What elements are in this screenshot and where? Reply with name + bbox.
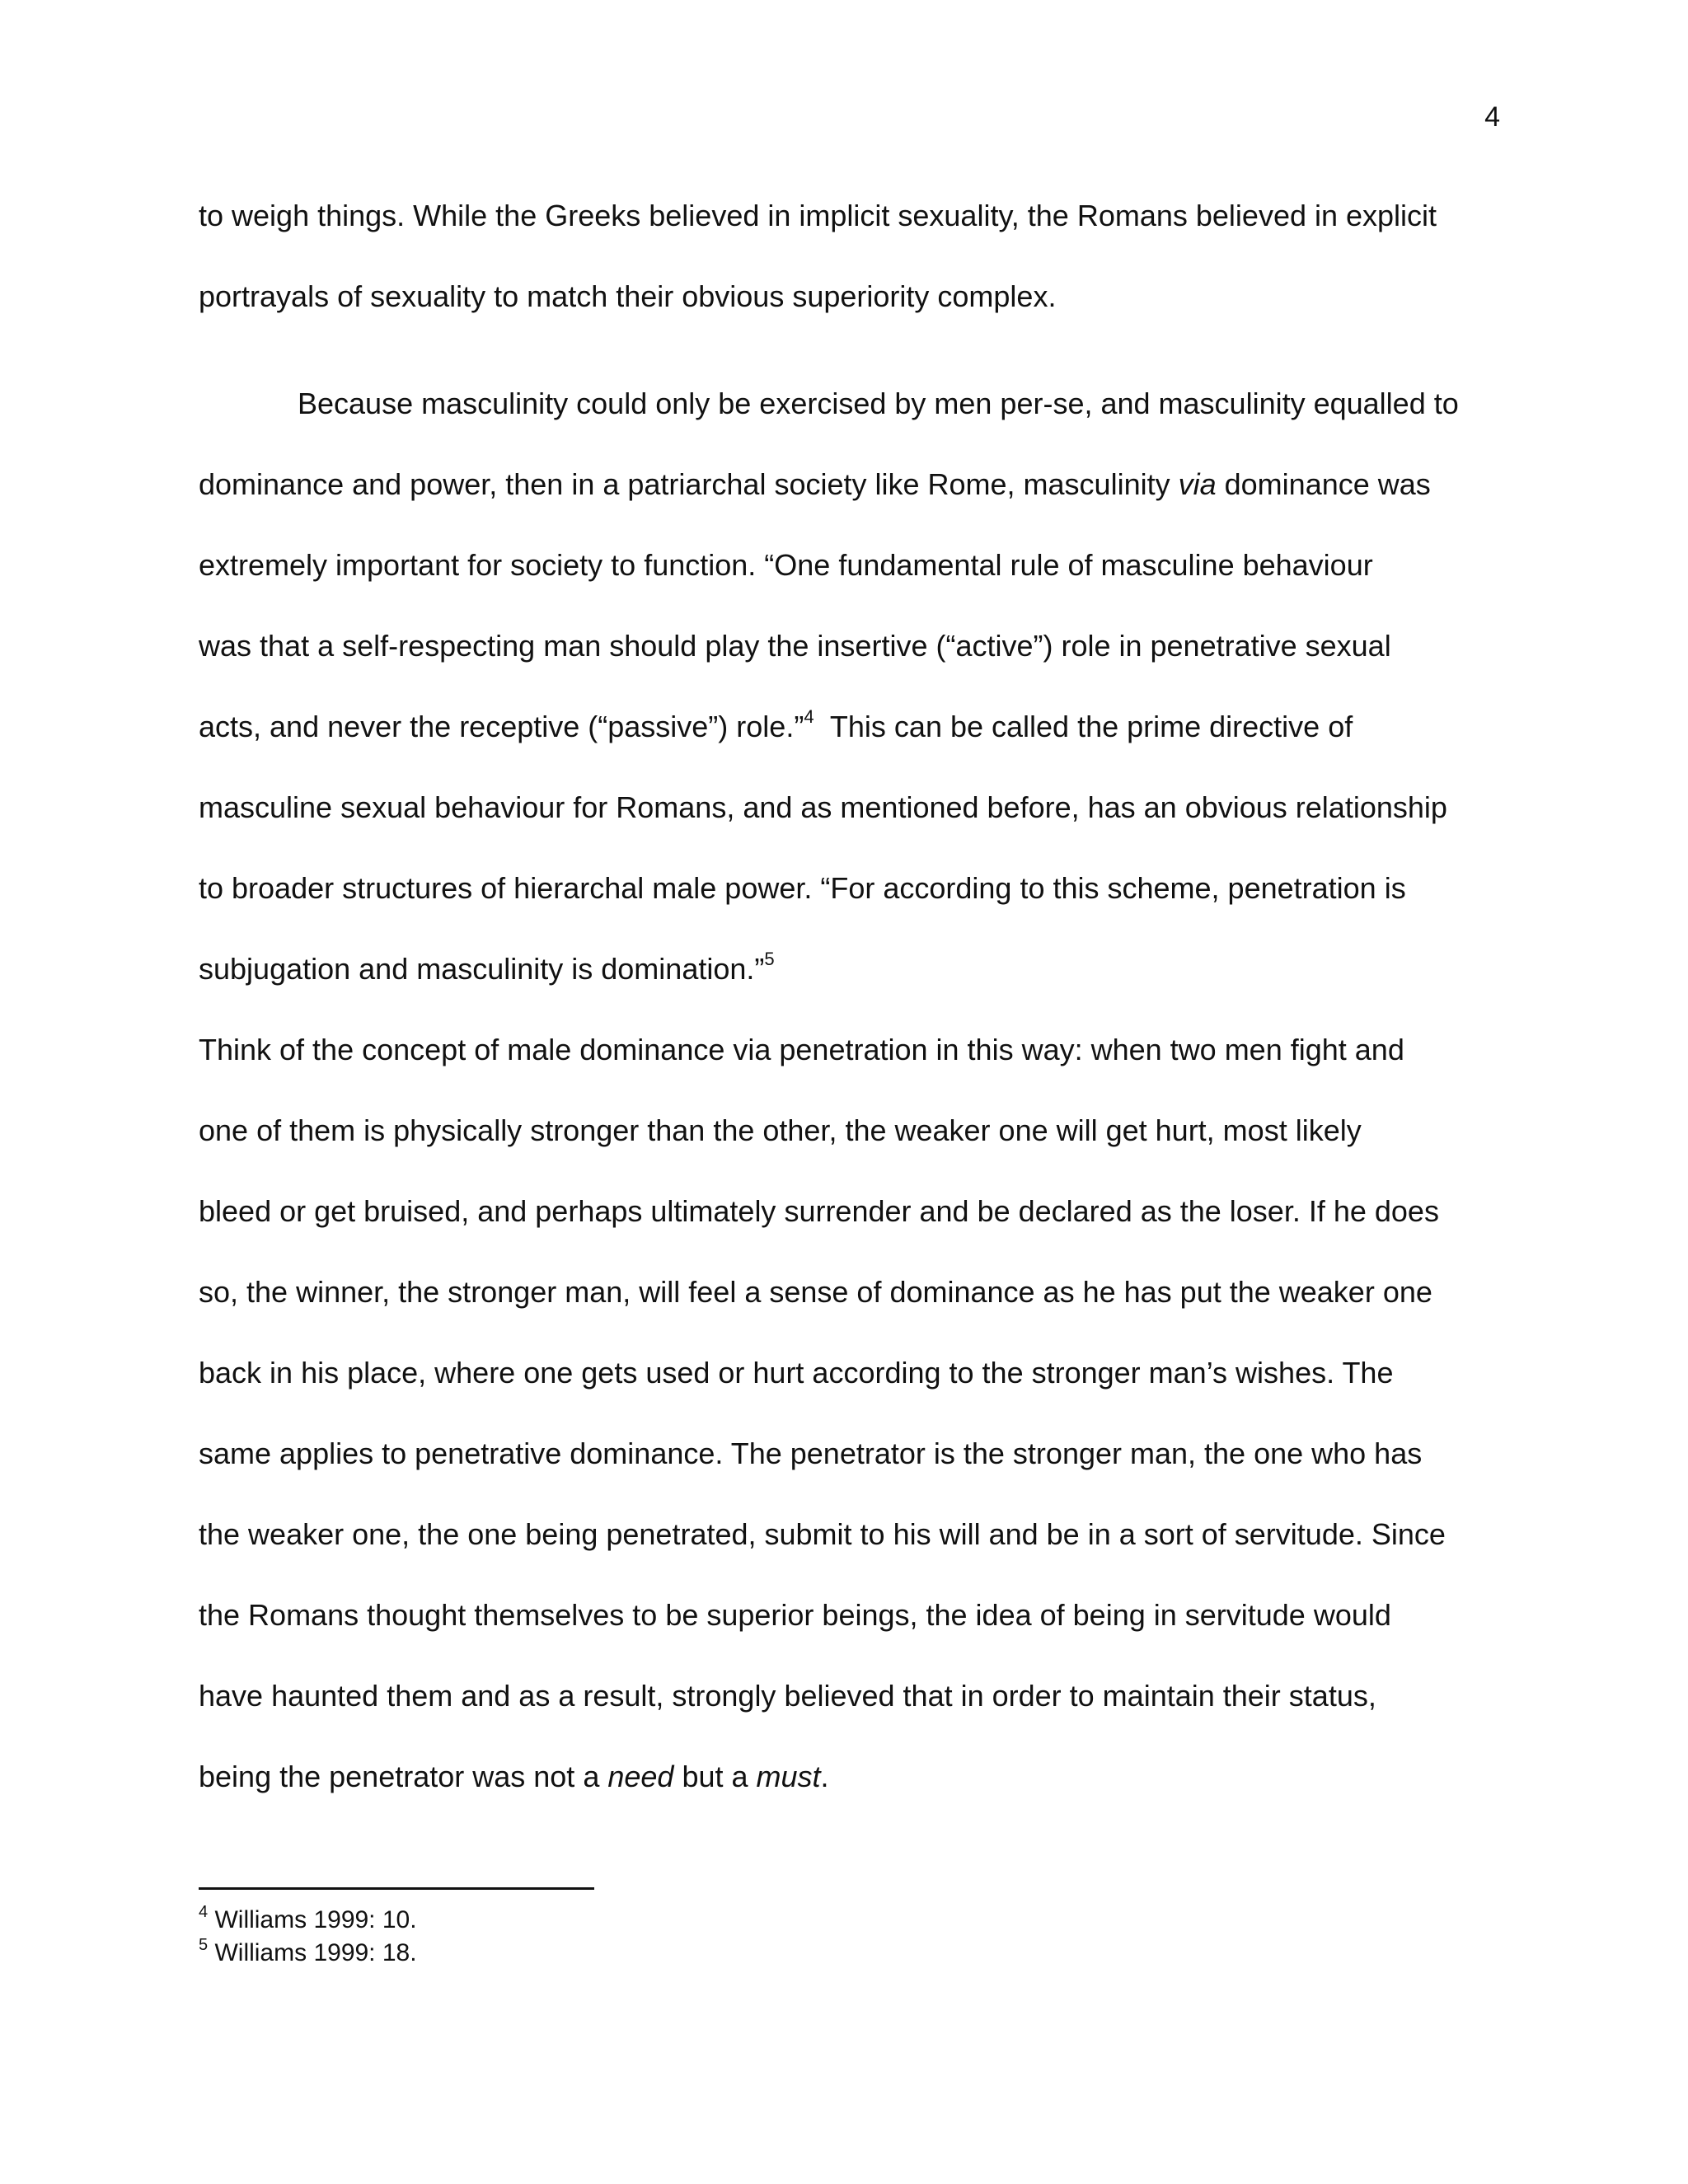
text-line: have haunted them and as a result, strongly believed that in order to maintain their status, [199,1679,1376,1713]
text-line [199,706,1501,790]
text-line: one of them is physically stronger than the other, the weaker one will get hurt, most likely [199,1113,1362,1147]
text-line [199,1759,1501,1840]
footnote-reference[interactable]: 5 [764,949,775,969]
text-run: being the penetrator was not a [199,1760,608,1793]
text-line: masculine sexual behaviour for Romans, and as mentioned before, has an obvious relationship [199,790,1447,824]
text-line: Because masculinity could only be exercised by men per-se, and masculinity equalled to [298,387,1459,420]
text-run: subjugation and masculinity is domination.” [199,952,765,986]
footnote [199,1904,1188,1937]
text-run: acts, and never the receptive (“passive”) role.” [199,710,804,743]
text-line: bleed or get bruised, and perhaps ultimately surrender and be declared as the loser. If he does [199,1194,1439,1228]
italic-text: need [607,1760,674,1793]
text-run: dominance and power, then in a patriarchal society like Rome, masculinity [199,467,1179,501]
text-run: . [820,1760,829,1793]
text-line: to broader structures of hierarchal male power. “For according to this scheme, penetration is [199,871,1406,905]
footnote-mark: 5 [199,1936,209,1954]
page-number: 4 [1484,101,1500,133]
text-line: same applies to penetrative dominance. The penetrator is the stronger man, the one who has [199,1436,1423,1470]
italic-text: via [1178,467,1217,501]
italic-text: must [756,1760,821,1793]
text-run: dominance was [1216,467,1431,501]
text-line: was that a self-respecting man should play the insertive (“active”) role in penetrative sexual [199,629,1391,663]
text-line: to weigh things. While the Greeks believed in implicit sexuality, the Romans believed in explicit [199,199,1437,232]
text-run: but a [673,1760,757,1793]
footnote [199,1937,1188,1970]
body-text [199,198,1501,1840]
footnotes [199,1904,1188,1970]
footnote-separator [199,1887,594,1890]
footnote-mark: 4 [199,1903,209,1921]
paragraph-3 [199,1032,1501,1840]
footnote-text: Williams 1999: 18. [208,1939,417,1966]
paragraph-1 [199,198,1501,359]
text-line: Think of the concept of male dominance via penetration in this way: when two men fight and [199,1033,1404,1066]
text-line [199,466,1501,547]
text-line [199,951,1501,1032]
text-line: so, the winner, the stronger man, will feel a sense of dominance as he has put the weaker one [199,1275,1432,1309]
footnote-text: Williams 1999: 10. [208,1906,417,1933]
text-line: extremely important for society to function. “One fundamental rule of masculine behaviour [199,548,1373,582]
text-line: portrayals of sexuality to match their obvious superiority complex. [199,279,1057,313]
text-line: the weaker one, the one being penetrated, submit to his will and be in a sort of servitude. Since [199,1517,1446,1551]
text-run: This can be called the prime directive of [814,710,1353,743]
footnote-reference[interactable]: 4 [804,706,814,727]
text-line: the Romans thought themselves to be superior beings, the idea of being in servitude would [199,1598,1391,1632]
paragraph-2 [199,386,1501,1032]
paragraph-spacing [199,359,1501,386]
text-line: back in his place, where one gets used or hurt according to the stronger man’s wishes. The [199,1356,1394,1390]
